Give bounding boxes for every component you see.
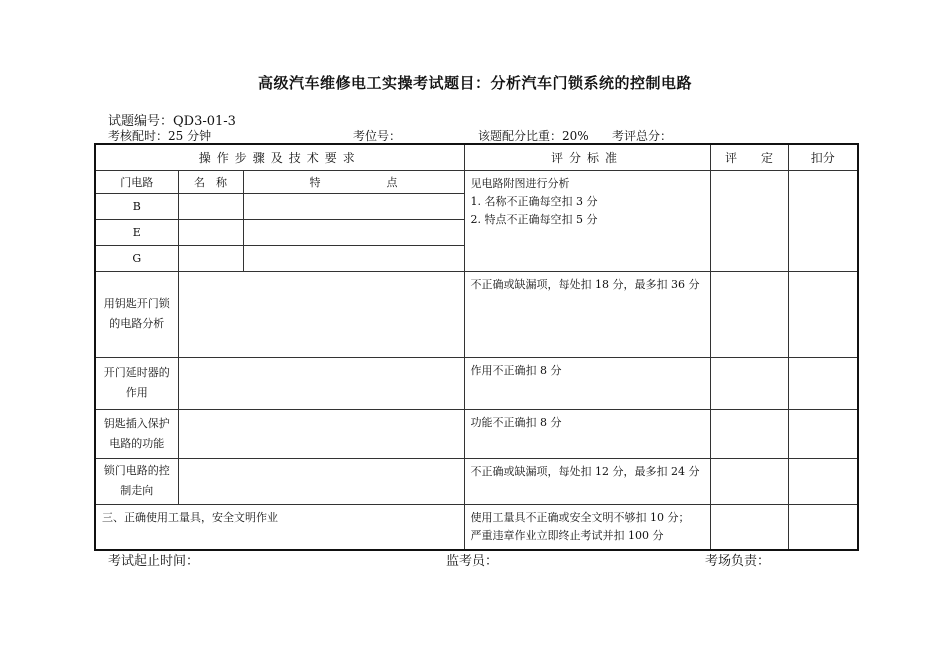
seat-number-label: 考位号： xyxy=(353,129,402,143)
circuit-label: B xyxy=(95,193,178,219)
item-criteria: 不正确或缺漏项，每处扣 18 分，最多扣 36 分 xyxy=(464,271,710,357)
circuit-criteria-cell xyxy=(464,170,710,271)
item-row xyxy=(95,271,858,357)
item-row xyxy=(95,409,858,458)
safety-requirement: 三、正确使用工量具，安全文明作业 xyxy=(95,504,464,550)
total-score-label: 考评总分： xyxy=(612,129,673,143)
header-ops: 操作步骤及技术要求 xyxy=(95,144,464,170)
exam-code: 试题编号：QD3-01-3 xyxy=(108,114,236,129)
circuit-col-label: 门电路 xyxy=(95,170,178,193)
circuit-criteria-line: 见电路附图进行分析 xyxy=(470,176,570,190)
rating-cell xyxy=(710,357,788,409)
page-title: 高级汽车维修电工实操考试题目：分析汽车门锁系统的控制电路 xyxy=(257,74,692,92)
safety-criteria-line: 严重违章作业立即终止考试并扣 100 分 xyxy=(470,528,664,542)
supervisor-footer: 考场负责： xyxy=(705,554,771,569)
rating-cell xyxy=(710,458,788,504)
answer-cell xyxy=(178,357,464,409)
item-criteria: 作用不正确扣 8 分 xyxy=(464,357,710,409)
rating-cell xyxy=(710,409,788,458)
safety-criteria-cell xyxy=(464,504,710,550)
feature-answer-cell xyxy=(243,245,464,271)
item-row xyxy=(95,458,858,504)
exam-time: 考核配时：25 分钟 xyxy=(108,129,212,143)
name-answer-cell xyxy=(178,219,243,245)
item-label: 开门延时器的作用 xyxy=(95,357,178,409)
circuit-subheader-row xyxy=(95,170,858,193)
header-rating: 评 定 xyxy=(710,144,788,170)
deduct-cell xyxy=(788,458,858,504)
feature-col-label: 特 点 xyxy=(243,170,464,193)
header-row xyxy=(95,144,858,170)
answer-cell xyxy=(178,409,464,458)
exam-time-footer: 考试起止时间： xyxy=(108,554,200,569)
invigilator-footer: 监考员： xyxy=(446,554,499,569)
item-label: 锁门电路的控制走向 xyxy=(95,458,178,504)
safety-row xyxy=(95,504,858,550)
item-criteria: 不正确或缺漏项，每处扣 12 分，最多扣 24 分 xyxy=(464,458,710,504)
deduct-cell xyxy=(788,409,858,458)
header-criteria: 评分标准 xyxy=(464,144,710,170)
name-col-label: 名 称 xyxy=(178,170,243,193)
rating-cell xyxy=(710,170,788,271)
item-label: 用钥匙开门锁的电路分析 xyxy=(95,271,178,357)
item-label: 钥匙插入保护电路的功能 xyxy=(95,409,178,458)
header-deduct: 扣分 xyxy=(788,144,858,170)
score-weight: 该题配分比重：20% xyxy=(478,129,589,143)
rating-cell xyxy=(710,271,788,357)
name-answer-cell xyxy=(178,245,243,271)
item-criteria: 功能不正确扣 8 分 xyxy=(464,409,710,458)
rating-cell xyxy=(710,504,788,550)
exam-table xyxy=(94,143,859,551)
deduct-cell xyxy=(788,271,858,357)
feature-answer-cell xyxy=(243,219,464,245)
name-answer-cell xyxy=(178,193,243,219)
circuit-criteria-line: 2. 特点不正确每空扣 5 分 xyxy=(470,212,598,226)
deduct-cell xyxy=(788,504,858,550)
feature-answer-cell xyxy=(243,193,464,219)
answer-cell xyxy=(178,458,464,504)
deduct-cell xyxy=(788,170,858,271)
answer-cell xyxy=(178,271,464,357)
item-row xyxy=(95,357,858,409)
circuit-label: G xyxy=(95,245,178,271)
circuit-criteria-line: 1. 名称不正确每空扣 3 分 xyxy=(470,194,598,208)
circuit-label: E xyxy=(95,219,178,245)
deduct-cell xyxy=(788,357,858,409)
safety-criteria-line: 使用工量具不正确或安全文明不够扣 10 分； xyxy=(470,510,690,524)
